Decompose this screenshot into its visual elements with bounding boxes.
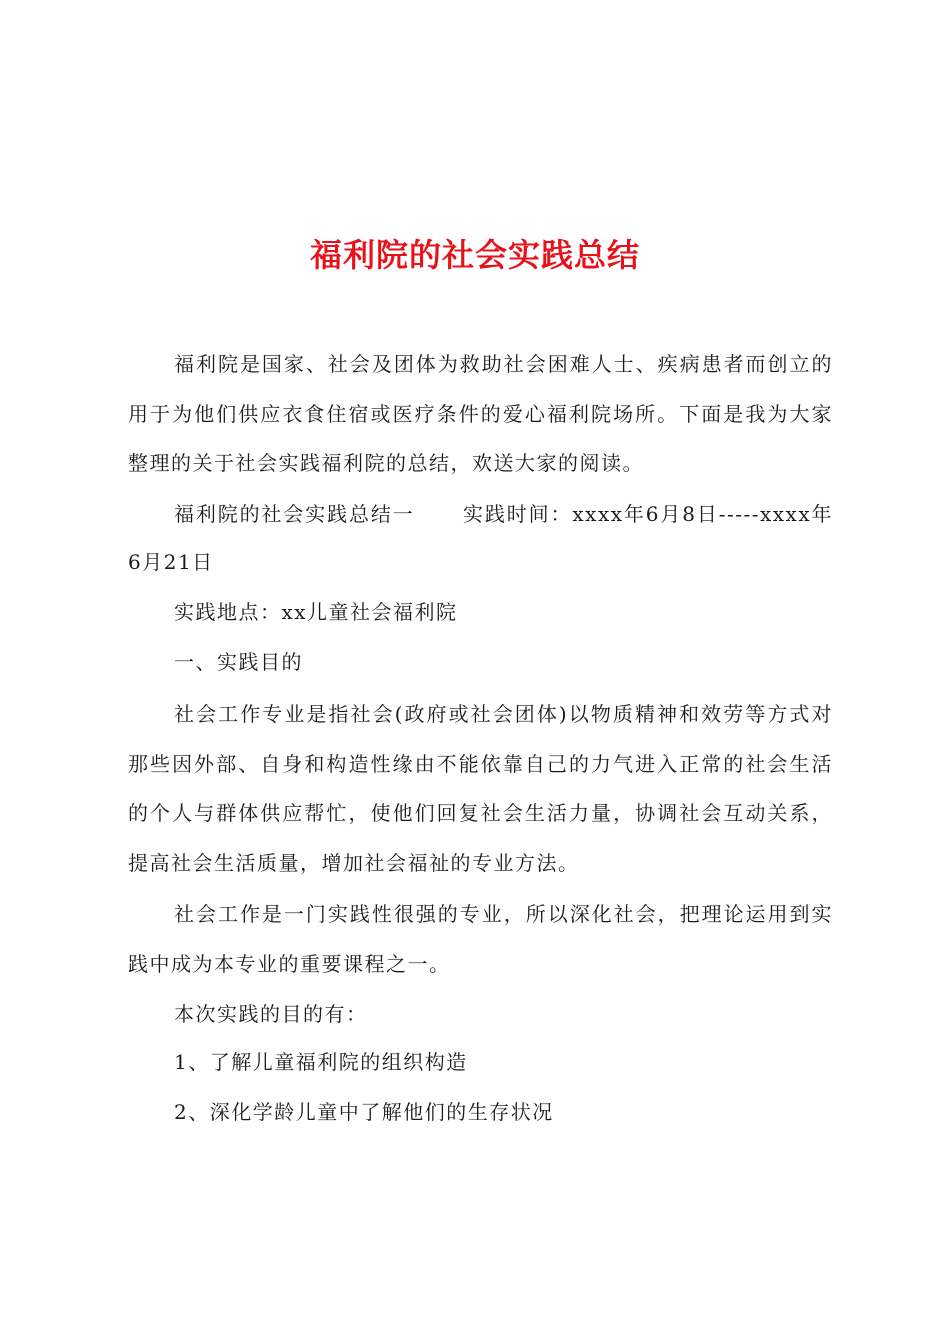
goals-intro: 本次实践的目的有： — [174, 1002, 368, 1026]
practice-time: 实践时间：xxxx年6月8日-----xxxx年6月21日 — [128, 502, 833, 574]
section-heading: 福利院的社会实践总结一 — [174, 502, 415, 526]
practice-location: 实践地点：xx儿童社会福利院 — [174, 600, 458, 624]
purpose-paragraph-1: 社会工作专业是指社会(政府或社会团体)以物质精神和效劳等方式对那些因外部、自身和构造性缘由不能依靠自己的力气进入正常的社会生活的个人与群体供应帮忙，使他们回复社会生活力量，协调社会互动关系，提高社会生活质量，增加社会福祉的专业方法。 — [128, 702, 833, 875]
purpose-heading: 一、实践目的 — [174, 650, 303, 674]
goal-item: 2、深化学龄儿童中了解他们的生存状况 — [174, 1100, 554, 1124]
intro-paragraph: 福利院是国家、社会及团体为救助社会困难人士、疾病患者而创立的用于为他们供应衣食住宿或医疗条件的爱心福利院场所。下面是我为大家整理的关于社会实践福利院的总结，欢送大家的阅读。 — [128, 352, 833, 475]
goal-item: 1、了解儿童福利院的组织构造 — [174, 1050, 468, 1074]
document-title: 福利院的社会实践总结 — [309, 236, 640, 275]
section-time-paragraph — [128, 490, 833, 586]
purpose-paragraph-2: 社会工作是一门实践性很强的专业，所以深化社会，把理论运用到实践中成为本专业的重要课程之一。 — [128, 902, 833, 976]
